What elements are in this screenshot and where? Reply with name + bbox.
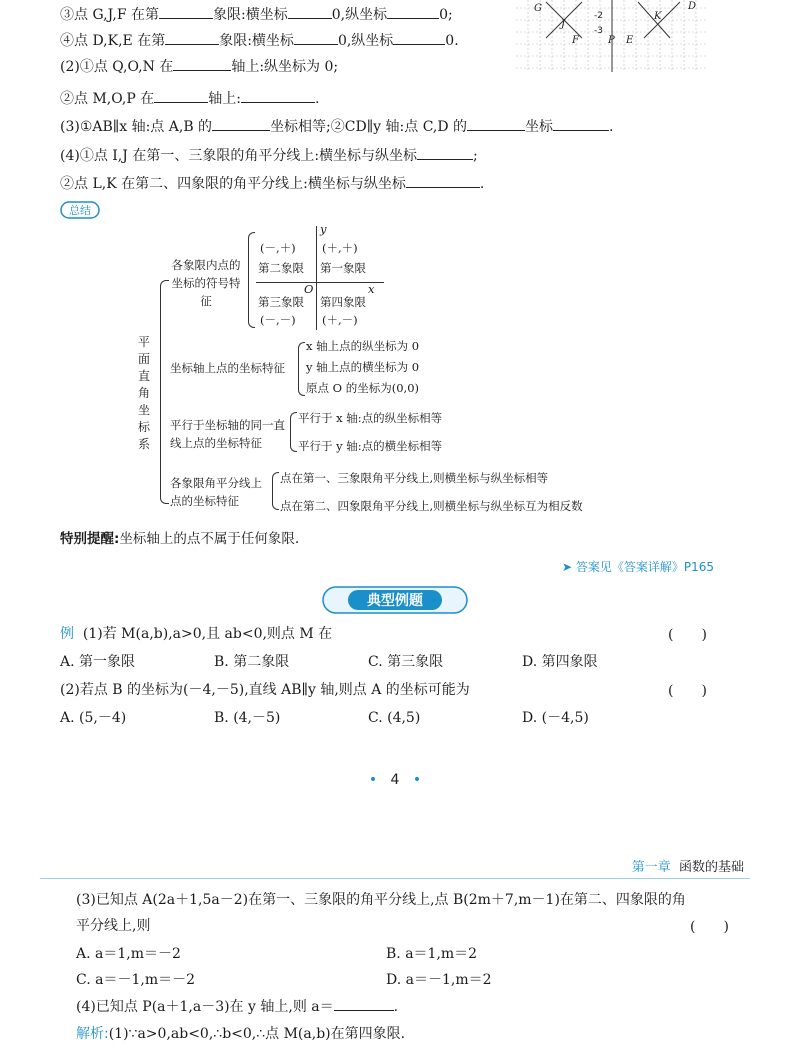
answer-paren-1[interactable]: ( ) xyxy=(668,627,707,643)
quadrant-table xyxy=(256,222,384,330)
p4-1-text-b: ; xyxy=(473,148,478,164)
option-a[interactable]: A. 第一象限 xyxy=(60,654,136,670)
blank[interactable] xyxy=(288,4,332,19)
blank[interactable] xyxy=(387,4,439,19)
blank[interactable] xyxy=(165,30,219,45)
option-a[interactable]: A. (5,－4) xyxy=(60,710,127,726)
q3-text-c: 0,纵坐标 xyxy=(331,7,388,23)
lower-option-a[interactable]: A. a＝1,m＝－2 xyxy=(76,946,181,962)
quadrant-brace xyxy=(248,232,255,328)
parallel-item-1: 平行于 x 轴:点的纵坐标相等 xyxy=(298,411,443,425)
question-3 xyxy=(60,116,614,137)
answer-paren-2[interactable]: ( ) xyxy=(668,683,707,699)
answer-reference-label: 答案见《答案详解》P165 xyxy=(575,560,714,574)
question-line-3 xyxy=(60,4,453,25)
analysis-text: (1)∵a>0,ab<0,∴b<0,∴点 M(a,b)在第四象限. xyxy=(108,1026,406,1042)
q3-text-d: 0; xyxy=(439,7,453,23)
lower-q4-text: (4)已知点 P(a＋1,a－3)在 y 轴上,则 a＝ xyxy=(76,999,334,1015)
branch-quadrant-sign xyxy=(170,256,242,310)
grid-label-k: K xyxy=(654,11,662,22)
option-b[interactable]: B. (4,－5) xyxy=(214,710,281,726)
q3-text: ③点 G,J,F 在第 xyxy=(60,7,159,23)
lower-option-d[interactable]: D. a＝－1,m＝2 xyxy=(386,972,492,988)
parallel-item-2: 平行于 y 轴:点的横坐标相等 xyxy=(298,439,443,453)
q2-sign: (－,＋) xyxy=(260,241,296,255)
question-4-2 xyxy=(60,173,484,194)
answer-reference[interactable] xyxy=(562,558,714,575)
blank[interactable] xyxy=(159,4,213,19)
axis-brace xyxy=(298,342,305,396)
branch-axis-points: 坐标轴上点的坐标特征 xyxy=(170,361,285,375)
grid-label-f: F xyxy=(572,35,579,46)
axis-y-line xyxy=(316,226,317,330)
branch-bisector xyxy=(170,474,266,510)
q1-name: 第一象限 xyxy=(320,261,366,275)
example-q2: (2)若点 B 的坐标为(－4,－5),直线 AB∥y 轴,则点 A 的坐标可能为 xyxy=(60,682,470,698)
lower-q4 xyxy=(76,996,398,1017)
summary-badge-label: 总结 xyxy=(69,204,91,217)
p2-2-text-c: . xyxy=(314,91,320,107)
blank[interactable] xyxy=(393,30,445,45)
bisector-item-1: 点在第一、三象限角平分线上,则横坐标与纵坐标相等 xyxy=(280,471,549,485)
option-d[interactable]: D. 第四象限 xyxy=(522,654,598,670)
coordinate-grid-figure xyxy=(512,0,712,72)
answer-paren-3[interactable]: ( ) xyxy=(690,919,729,935)
axis-item-3: 原点 O 的坐标为(0,0) xyxy=(306,381,420,395)
p2-2-text: ②点 M,O,P 在 xyxy=(60,91,155,107)
option-b[interactable]: B. 第二象限 xyxy=(214,654,290,670)
grid-tick-m3: -3 xyxy=(594,26,603,36)
axis-o-label: O xyxy=(304,282,314,296)
tree-root xyxy=(138,334,152,453)
blank[interactable] xyxy=(406,173,480,188)
blank[interactable] xyxy=(173,56,231,71)
p3-text-b: 坐标相等;②CD∥y 轴:点 C,D 的 xyxy=(270,119,468,135)
example-q1 xyxy=(60,624,332,644)
arrow-icon: ➤ xyxy=(561,560,576,574)
analysis xyxy=(76,1024,405,1044)
grid-tick-m2: -2 xyxy=(594,11,603,21)
question-4-1 xyxy=(60,145,478,166)
q4-text-c: 0,纵坐标 xyxy=(337,33,394,49)
p3-text-c: 坐标 xyxy=(525,119,554,135)
branch-parallel xyxy=(170,416,290,452)
chapter-number: 第一章 xyxy=(631,860,671,875)
axis-item-1: x 轴上点的纵坐标为 0 xyxy=(306,339,420,353)
p4-1-text: (4)①点 I,J 在第一、三象限的角平分线上:横坐标与纵坐标 xyxy=(60,148,418,164)
special-reminder xyxy=(60,527,299,547)
question-line-4 xyxy=(60,30,459,51)
p2-2-text-b: 轴上: xyxy=(208,91,241,107)
p4-2-text-b: . xyxy=(479,176,485,192)
q1-sign: (＋,＋) xyxy=(322,241,358,255)
example-tag: 例 xyxy=(60,626,74,642)
question-2-1 xyxy=(60,56,338,77)
lower-q4-end: . xyxy=(393,999,399,1015)
p2-1-text-b: 轴上:纵坐标为 0; xyxy=(231,59,339,75)
parallel-brace xyxy=(290,412,297,452)
grid-label-j: J xyxy=(561,19,566,30)
concept-tree xyxy=(130,222,650,526)
page-number-label: 4 xyxy=(390,772,400,788)
q2-name: 第二象限 xyxy=(258,261,304,275)
dot-right: • xyxy=(412,772,422,788)
q4-sign: (＋,－) xyxy=(322,313,358,327)
q4-text-d: 0. xyxy=(445,33,459,49)
tree-root-label: 平面直角坐标系 xyxy=(138,335,151,451)
q3-sign: (－,－) xyxy=(260,313,296,327)
p2-1-text: (2)①点 Q,O,N 在 xyxy=(60,59,174,75)
grid-label-p: P xyxy=(608,35,615,46)
question-2-2 xyxy=(60,88,319,109)
q3-name: 第三象限 xyxy=(258,295,304,309)
p3-text-d: . xyxy=(609,119,614,135)
lower-q3-line1: (3)已知点 A(2a＋1,5a－2)在第一、三象限的角平分线上,点 B(2m＋7,m－1)在第二、四象限的角 xyxy=(76,892,686,908)
p3-text: (3)①AB∥x 轴:点 A,B 的 xyxy=(60,119,213,135)
reminder-label: 特别提醒: xyxy=(60,531,120,547)
dot-left: • xyxy=(368,772,378,788)
axis-item-2: y 轴上点的横坐标为 0 xyxy=(306,360,420,374)
blank[interactable] xyxy=(417,145,473,160)
axis-y-label: y xyxy=(320,222,327,236)
blank[interactable] xyxy=(467,116,525,131)
bisector-brace xyxy=(272,472,279,510)
grid-label-e: E xyxy=(626,35,634,46)
q4-text-b: 象限:横坐标 xyxy=(219,33,294,49)
blank[interactable] xyxy=(154,88,208,103)
branch-quadrant-sign-label: 各象限内点的坐标的符号特征 xyxy=(171,258,241,308)
blank[interactable] xyxy=(334,996,394,1011)
root-brace xyxy=(160,280,169,504)
page-number xyxy=(0,772,790,788)
q4-text: ④点 D,K,E 在第 xyxy=(60,33,166,49)
blank[interactable] xyxy=(212,116,270,131)
summary-badge xyxy=(60,200,100,220)
lower-option-c[interactable]: C. a＝－1,m＝－2 xyxy=(76,972,195,988)
bisector-item-2: 点在第二、四象限角平分线上,则横坐标与纵坐标互为相反数 xyxy=(280,499,583,513)
q3-text-b: 象限:横坐标 xyxy=(213,7,288,23)
q4-name: 第四象限 xyxy=(320,295,366,309)
option-d[interactable]: D. (－4,5) xyxy=(522,710,589,726)
blank[interactable] xyxy=(553,116,609,131)
reminder-text: 坐标轴上的点不属于任何象限. xyxy=(119,531,300,547)
option-c[interactable]: C. (4,5) xyxy=(368,710,421,726)
chapter-header xyxy=(632,856,744,875)
chapter-rule xyxy=(40,878,750,879)
lower-option-b[interactable]: B. a＝1,m＝2 xyxy=(386,946,478,962)
axis-x-label: x xyxy=(368,282,375,296)
section-banner xyxy=(322,586,468,614)
grid-label-d: D xyxy=(688,1,697,12)
analysis-label: 解析: xyxy=(76,1026,109,1042)
section-title: 典型例题 xyxy=(367,593,423,609)
p4-2-text: ②点 L,K 在第二、四象限的角平分线上:横坐标与纵坐标 xyxy=(60,176,406,192)
chapter-title: 函数的基础 xyxy=(678,860,744,875)
blank[interactable] xyxy=(294,30,338,45)
blank[interactable] xyxy=(241,88,315,103)
lower-q3-line2: 平分线上,则 xyxy=(76,918,151,934)
example-q1-text: (1)若 M(a,b),a>0,且 ab<0,则点 M 在 xyxy=(82,626,333,642)
option-c[interactable]: C. 第三象限 xyxy=(368,654,444,670)
branch-parallel-label: 平行于坐标轴的同一直线上点的坐标特征 xyxy=(170,418,285,450)
axis-x-line xyxy=(256,282,384,283)
branch-bisector-label: 各象限角平分线上点的坐标特征 xyxy=(170,476,262,508)
grid-label-g: G xyxy=(534,3,542,14)
